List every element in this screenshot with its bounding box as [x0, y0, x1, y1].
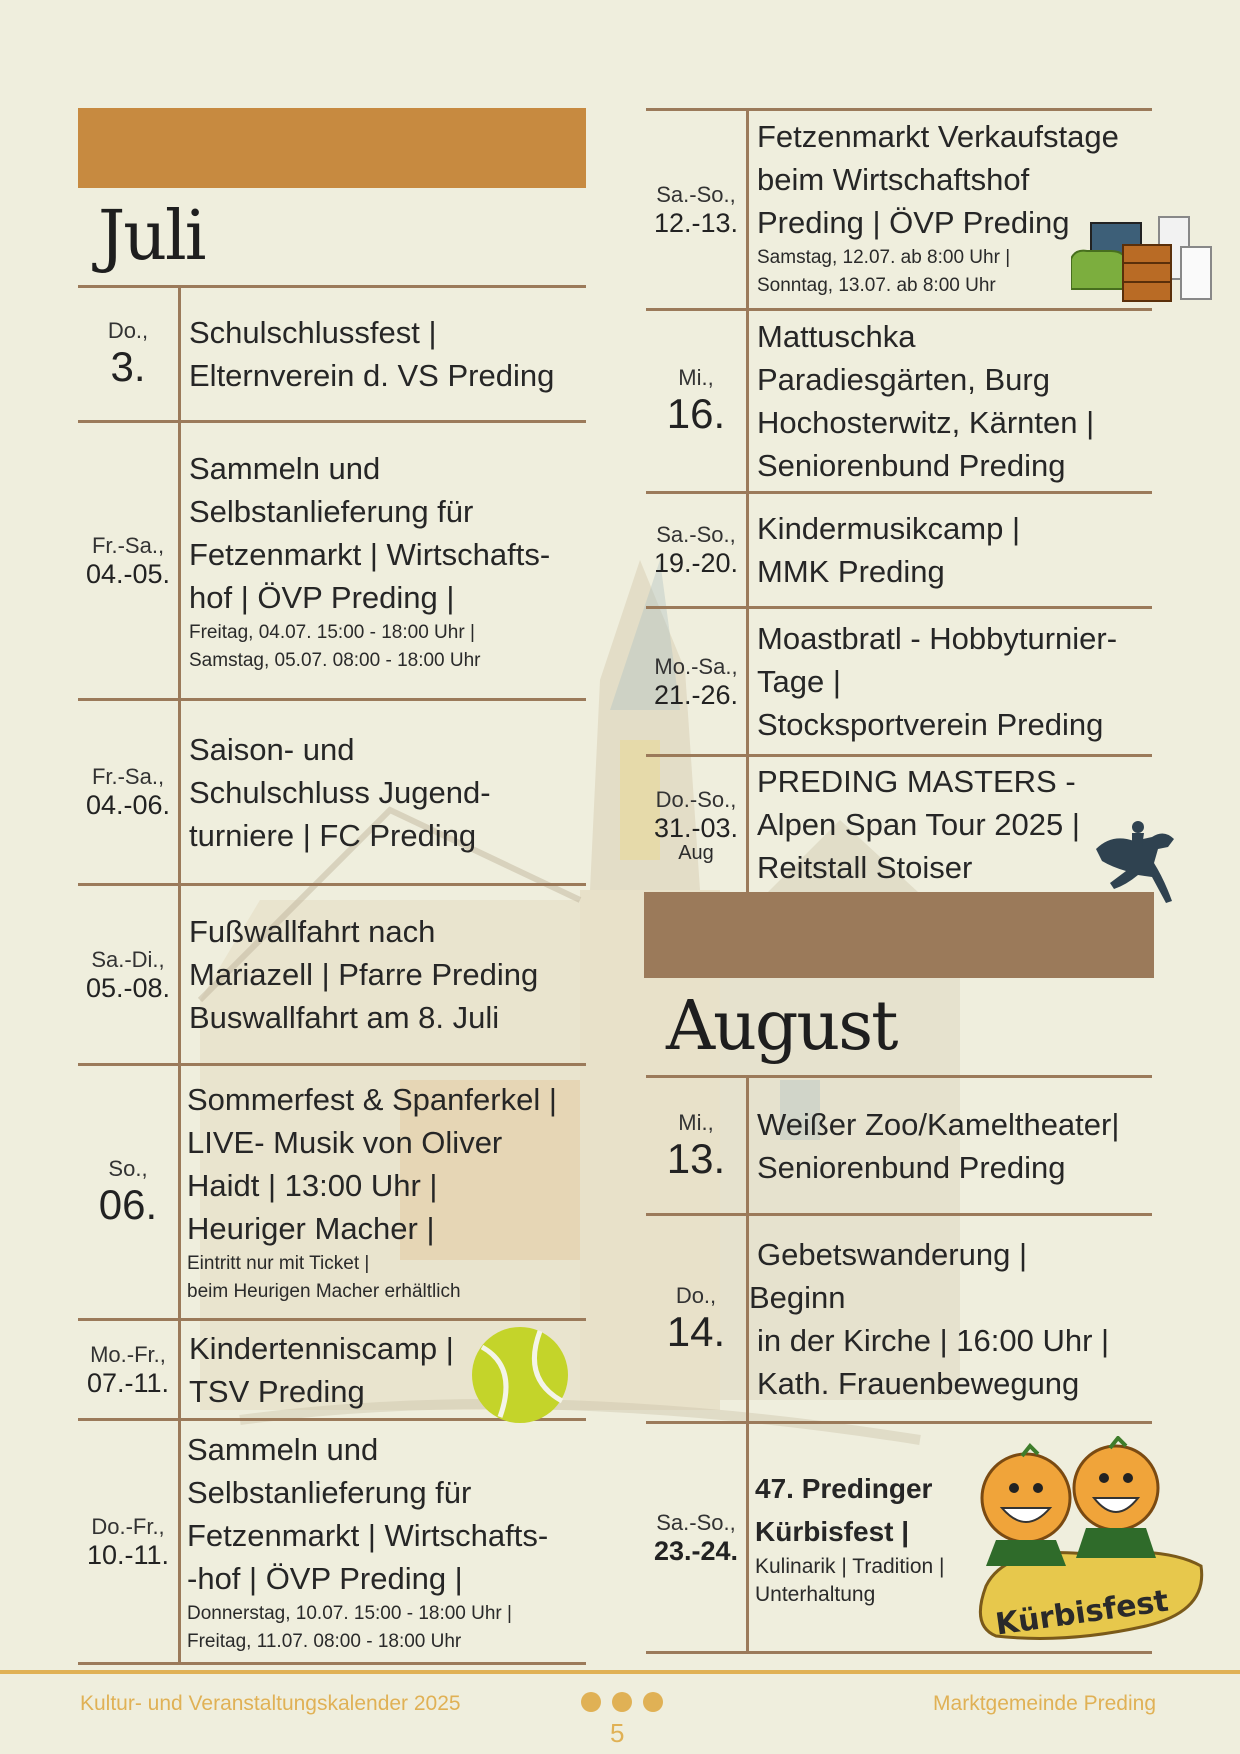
footer-dot [581, 1692, 601, 1712]
event-title-line: Fetzenmarkt | Wirtschafts- [187, 1517, 549, 1553]
event-date [78, 701, 181, 883]
event-date [78, 1066, 181, 1318]
event-day: 21.-26. [653, 679, 739, 710]
right-column [646, 108, 1171, 1654]
event-day: 04.-06. [85, 790, 171, 820]
event-details [181, 1066, 586, 1318]
event-details [181, 701, 586, 883]
event-title-line: 47. Predinger [755, 1472, 933, 1504]
event-title-line: Schulschluss Jugend- [189, 774, 491, 810]
event-title-line: MMK Preding [757, 554, 945, 589]
event-row [78, 423, 586, 701]
event-details [181, 1421, 586, 1662]
event-title-line: Sammeln und [187, 1431, 379, 1467]
event-date [646, 1216, 749, 1421]
event-row [646, 757, 1152, 892]
event-date [646, 494, 749, 606]
event-subtext: Kulinarik | Tradition | [755, 1554, 945, 1578]
event-subtext: Samstag, 05.07. 08:00 - 18:00 Uhr [189, 649, 481, 671]
event-date [78, 1421, 181, 1662]
event-weekday: Mo.-Fr., [90, 1341, 166, 1367]
event-date [78, 1321, 181, 1418]
event-date [646, 1078, 749, 1213]
event-weekday: So., [108, 1156, 148, 1181]
event-title-line: Alpen Span Tour 2025 | [757, 807, 1080, 842]
event-date [646, 1424, 749, 1651]
kuerbisfest-logo-text: Kürbisfest [993, 1583, 1171, 1643]
event-title-line: Fetzenmarkt Verkaufstage [757, 119, 1119, 154]
event-title-line: Seniorenbund Preding [757, 448, 1066, 483]
event-subtext: Freitag, 04.07. 15:00 - 18:00 Uhr | [189, 621, 475, 643]
event-title-line: Tage | [757, 664, 841, 699]
event-day: 13. [666, 1134, 726, 1182]
footer-left-text: Kultur- und Veranstaltungskalender 2025 [80, 1692, 461, 1715]
event-title-line: Moastbratl - Hobbyturnier- [757, 621, 1118, 656]
august-month-title: August [646, 978, 1152, 1078]
event-row [646, 311, 1152, 494]
event-details [749, 1216, 1152, 1421]
event-title-line: TSV Preding [189, 1373, 365, 1409]
event-title-line: Gebetswanderung | [757, 1236, 1028, 1272]
event-title-line: Sommerfest & Spanferkel | [187, 1082, 557, 1117]
event-row [646, 1424, 1171, 1654]
event-title-line: Mariazell | Pfarre Preding [189, 957, 539, 992]
event-title-line: Saison- und [189, 731, 355, 767]
event-details [749, 1078, 1152, 1213]
event-title-line: Elternverein d. VS Preding [189, 358, 555, 393]
event-subtext: Samstag, 12.07. ab 8:00 Uhr | [757, 247, 1011, 268]
show-jumping-horse-icon [1092, 819, 1182, 905]
event-subtext: Freitag, 11.07. 08:00 - 18:00 Uhr [187, 1630, 462, 1652]
event-weekday: Do.-So., [655, 786, 737, 812]
event-day: 14. [666, 1307, 726, 1355]
event-title-line: -hof | ÖVP Preding | [187, 1560, 463, 1596]
event-title-line: beim Wirtschaftshof [757, 162, 1030, 197]
event-date [646, 311, 749, 491]
footer-dot [643, 1692, 663, 1712]
event-title-line: Reitstall Stoiser [757, 850, 973, 885]
tennis-ball-icon [470, 1325, 570, 1425]
left-column [78, 108, 586, 1665]
footer-dots [581, 1692, 663, 1712]
event-row [646, 1216, 1152, 1424]
event-title-line: Selbstanlieferung für [189, 493, 474, 529]
event-title-line: Fetzenmarkt | Wirtschafts- [189, 536, 551, 572]
event-title-line: Preding | ÖVP Preding [757, 205, 1070, 240]
event-row [78, 1421, 586, 1665]
event-title-line: Fußwallfahrt nach [189, 914, 436, 949]
event-title-line: Haidt | 13:00 Uhr | [187, 1168, 438, 1203]
event-row [646, 111, 1152, 311]
event-weekday: Mo.-Sa., [654, 653, 738, 679]
event-details [181, 886, 586, 1063]
event-title-line: Kindermusikcamp | [757, 511, 1021, 546]
event-title-line: LIVE- Musik von Oliver [187, 1125, 503, 1160]
event-subtext: beim Heurigen Macher erhältlich [187, 1281, 461, 1302]
event-date [78, 288, 181, 420]
event-title-line: Hochosterwitz, Kärnten | [757, 405, 1095, 440]
event-row [78, 701, 586, 886]
event-title-line: Kindertenniscamp | [189, 1330, 454, 1366]
event-day: 23.-24. [653, 1535, 739, 1566]
event-row [646, 1078, 1152, 1216]
event-date [646, 609, 749, 754]
event-title-line: Seniorenbund Preding [757, 1149, 1066, 1185]
event-weekday: Sa.-So., [656, 1509, 736, 1535]
event-title-line: Beginn [749, 1279, 846, 1315]
event-weekday: Sa.-Di., [91, 946, 165, 972]
event-title-line: Buswallfahrt am 8. Juli [189, 1000, 500, 1035]
event-day: 3. [110, 343, 146, 390]
event-title-line: Kath. Frauenbewegung [757, 1365, 1080, 1401]
event-title-line: PREDING MASTERS - [757, 764, 1076, 799]
event-subtext: Unterhaltung [755, 1582, 876, 1606]
event-month: Aug [678, 841, 714, 864]
event-day: 07.-11. [86, 1367, 170, 1398]
event-weekday: Sa.-So., [656, 181, 736, 207]
event-details [181, 288, 586, 420]
event-day: 04.-05. [85, 558, 171, 589]
event-day: 31.-03. [653, 812, 739, 843]
event-row [78, 288, 586, 423]
event-row [78, 1321, 586, 1421]
event-title-line: Schulschlussfest | [189, 315, 437, 350]
event-row [646, 494, 1152, 609]
event-title-line: Heuriger Macher | [187, 1211, 435, 1246]
event-day: 19.-20. [653, 548, 739, 578]
event-title-line: hof | ÖVP Preding | [189, 579, 455, 615]
event-row [78, 886, 586, 1066]
event-title-line: Selbstanlieferung für [187, 1474, 472, 1510]
event-title-line: Sammeln und [189, 450, 381, 486]
event-subtext: Sonntag, 13.07. ab 8:00 Uhr [757, 275, 996, 296]
event-date [78, 886, 181, 1063]
event-day: 10.-11. [86, 1539, 170, 1570]
furniture-icon [1071, 215, 1216, 305]
pumpkin-mascot-icon [946, 1436, 1216, 1646]
event-title-line: in der Kirche | 16:00 Uhr | [757, 1322, 1110, 1358]
footer-dot [612, 1692, 632, 1712]
event-details [749, 494, 1152, 606]
event-details [749, 609, 1152, 754]
event-title-line: Mattuschka [757, 319, 916, 354]
event-date [646, 111, 749, 308]
event-weekday: Fr.-Sa., [91, 764, 165, 789]
event-weekday: Do., [107, 318, 149, 343]
event-weekday: Sa.-So., [656, 522, 736, 547]
event-row [646, 609, 1152, 757]
event-weekday: Do.-Fr., [91, 1513, 165, 1539]
event-details [181, 423, 586, 698]
event-title-line: Stocksportverein Preding [757, 707, 1104, 742]
event-day: 12.-13. [653, 207, 739, 238]
july-color-bar [78, 108, 586, 188]
event-details [749, 311, 1152, 491]
july-month-title: Juli [78, 188, 586, 288]
event-weekday: Do., [675, 1282, 717, 1308]
event-row [78, 1066, 586, 1321]
event-title-line: Paradiesgärten, Burg [757, 362, 1050, 397]
event-day: 16. [666, 390, 726, 437]
event-weekday: Mi., [678, 1109, 714, 1135]
event-weekday: Mi., [678, 365, 714, 390]
event-title-line: Weißer Zoo/Kameltheater| [757, 1106, 1120, 1142]
event-date [646, 757, 749, 892]
page-number: 5 [610, 1718, 625, 1748]
footer-rule [0, 1670, 1240, 1674]
event-day: 06. [98, 1181, 158, 1228]
event-subtext: Donnerstag, 10.07. 15:00 - 18:00 Uhr | [187, 1602, 512, 1624]
august-color-bar [644, 892, 1154, 978]
event-day: 05.-08. [85, 972, 171, 1003]
event-subtext: Eintritt nur mit Ticket | [187, 1253, 370, 1274]
event-weekday: Fr.-Sa., [91, 532, 165, 558]
event-date [78, 423, 181, 698]
event-title-line: Kürbisfest | [755, 1515, 910, 1547]
event-title-line: turniere | FC Preding [189, 817, 477, 853]
footer-right-text: Marktgemeinde Preding [933, 1692, 1156, 1715]
